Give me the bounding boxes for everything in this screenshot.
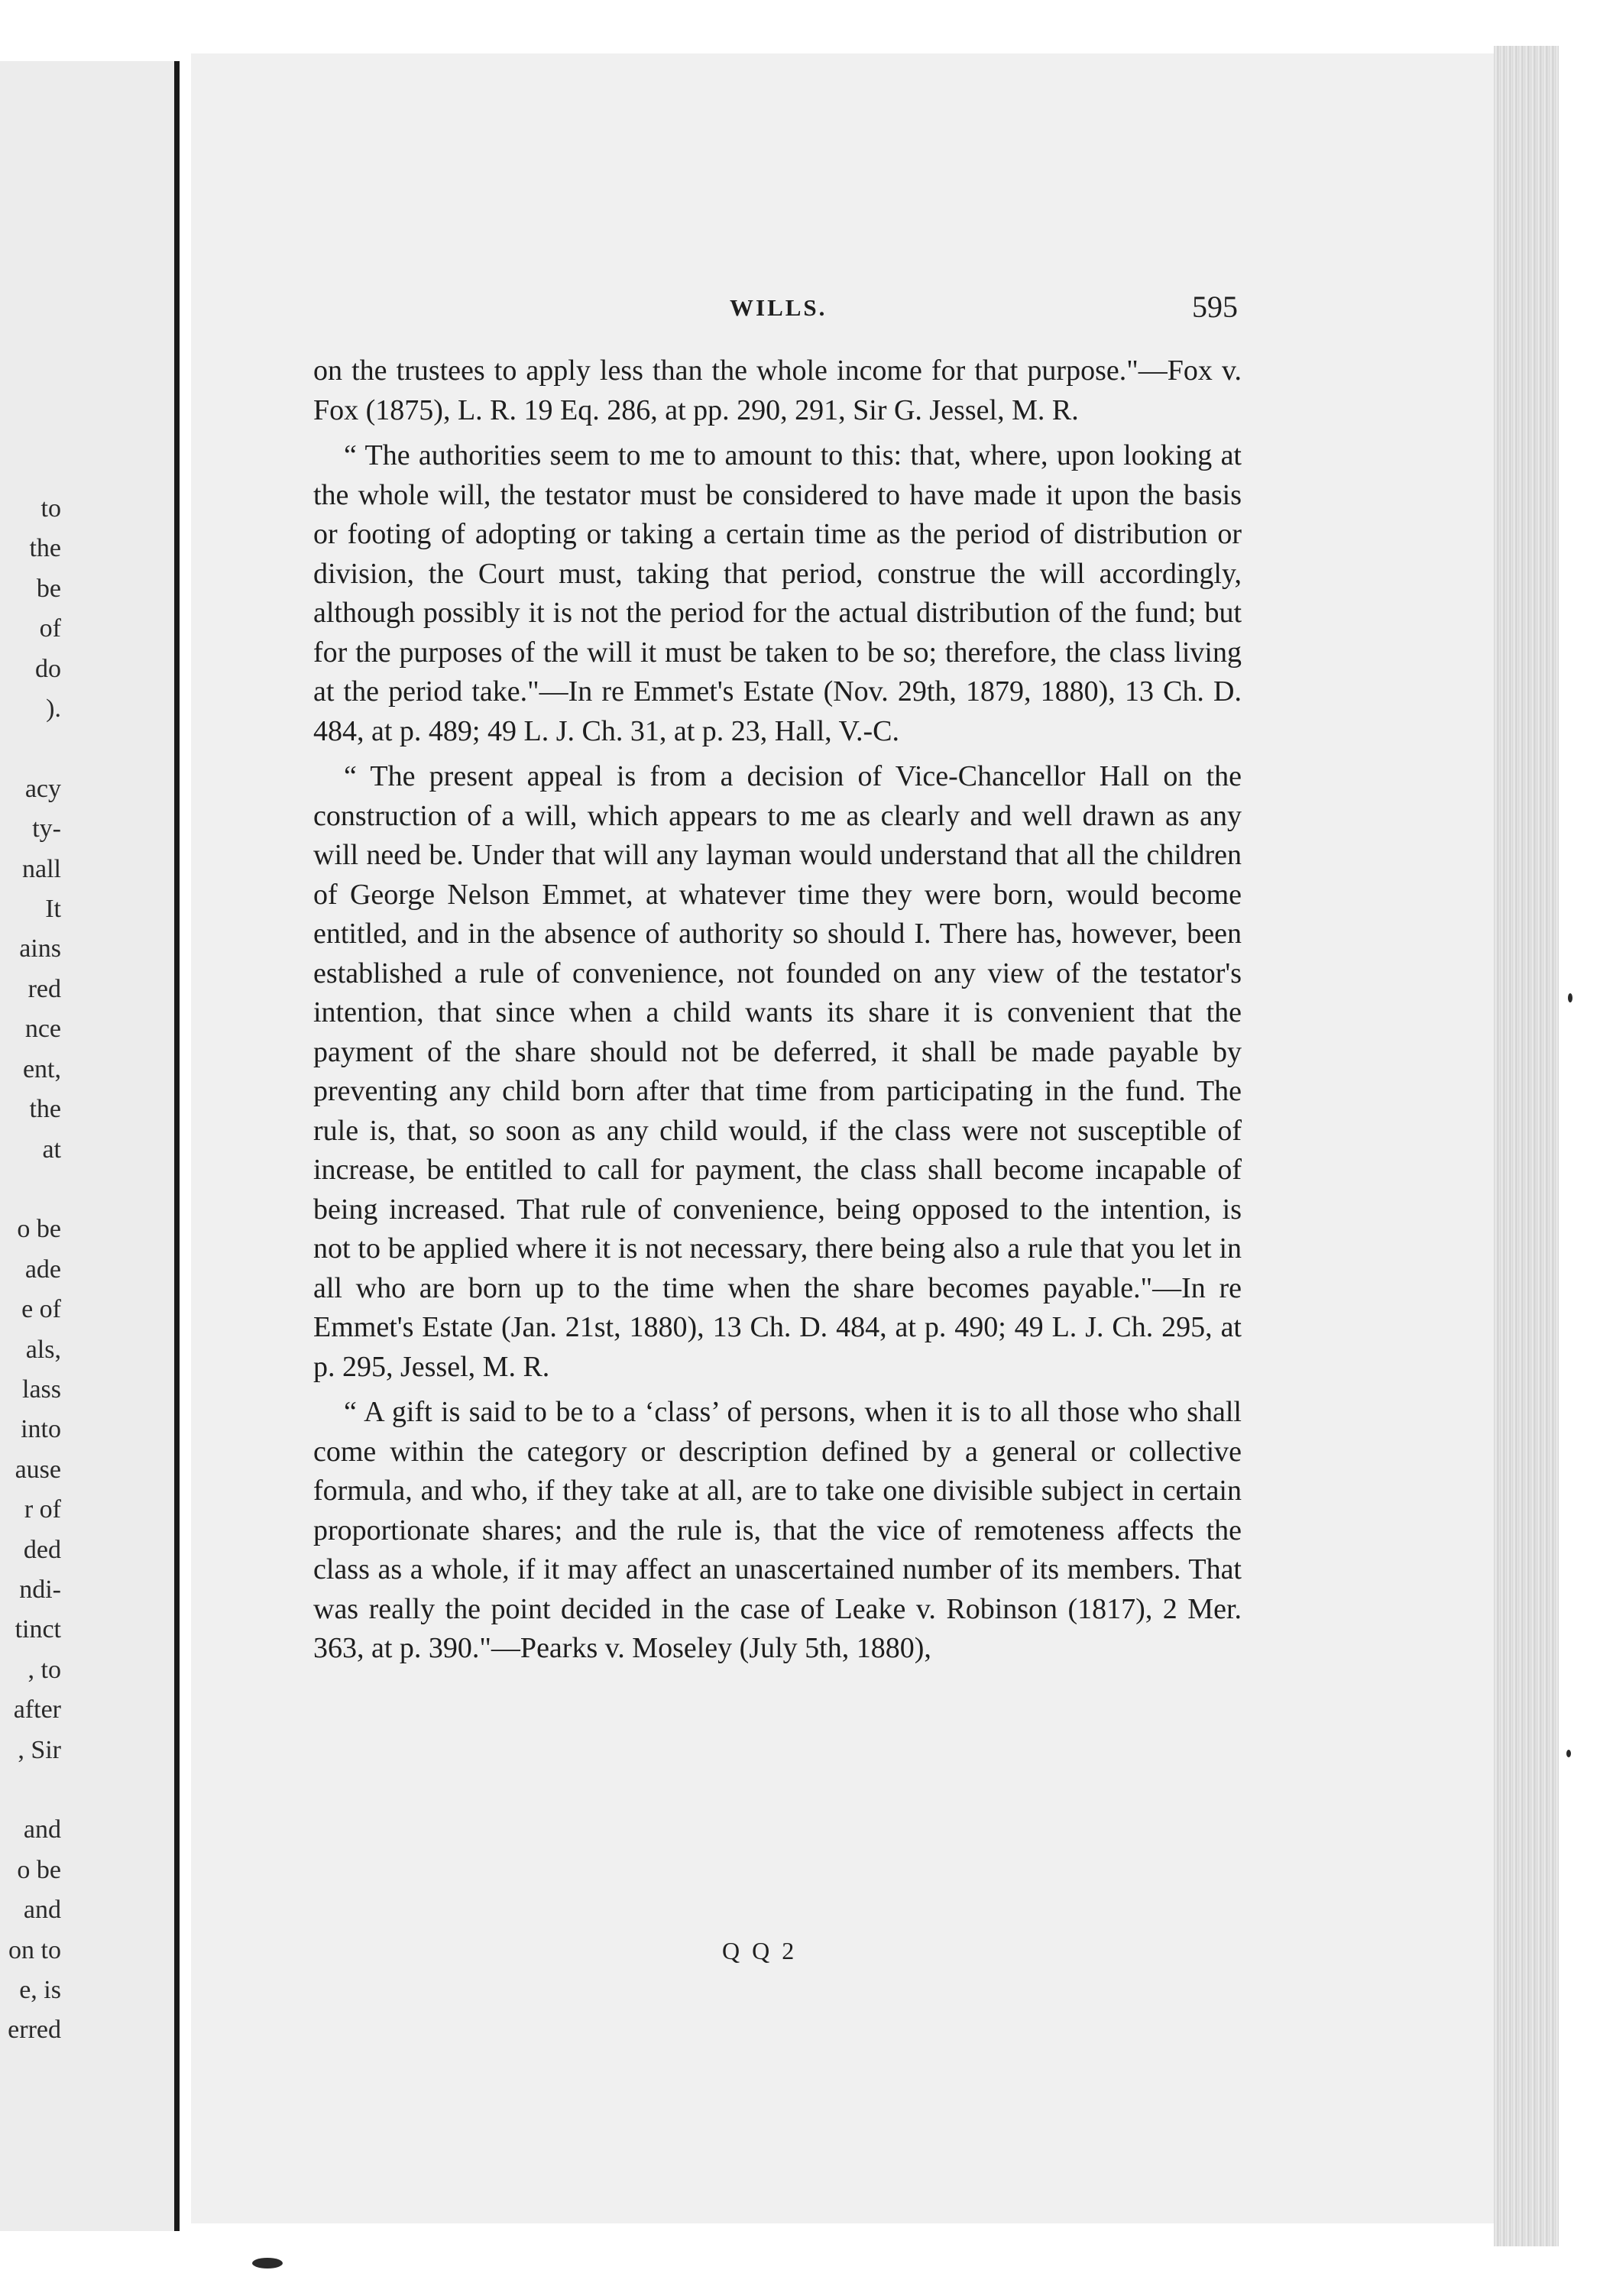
- scan-speck: [1568, 993, 1572, 1002]
- page-stack-edge: [1494, 46, 1559, 2246]
- signature-mark: Q Q 2: [722, 1937, 798, 1964]
- page-body: [313, 351, 1242, 1669]
- paragraph-class-gift: “ A gift is said to be to a ‘class’ of persons, when it is to all those who shall come within the category or description defined by a general or collective formula, and who, if they take at all, are to take one divisible subject in certain proportionate shares; and the rule is, that the vice of remoteness affects the class as a whole, if it may affect an unascertained number of its members. That was really the point decided in the case of Leake v. Robinson (1817), 2 Mer. 363, at p. 390."—Pearks v. Moseley (July 5th, 1880),: [313, 1396, 1242, 1664]
- paragraph-continuation: on the trustees to apply less than the whole income for that purpose."—Fox v. Fox (1875), L. R. 19 Eq. 286, at pp. 290, 291, Sir G. Jessel, M. R.: [313, 355, 1242, 426]
- scan-speck: [1566, 1750, 1571, 1757]
- left-facing-page: [0, 61, 174, 2231]
- paragraph-emmet-jessel: “ The present appeal is from a decision of Vice-Chancellor Hall on the construction of a will, which appears to me as clearly and well drawn as any will need be. Under that will any layman would understand that all the children of George Nelson Emmet, at whatever time they were born, would become entitled, and in the absence of authority so should I. There has, however, been established a rule of convenience, not founded on any view of the testator's intention, that since when a child wants its share it is convenient that the payment of the share should not be deferred, it shall be made payable by preventing any child born after that time from participating in the fund. The rule is, that, so soon as any child would, if the class were not susceptible of increase, be entitled to call for payment, the class shall become incapable of being increased. That rule of convenience, being opposed to the intention, is not to be applied where it is not necessary, there being also a rule that you let in all who are born up to the time when the share becomes payable."—In re Emmet's Estate (Jan. 21st, 1880), 13 Ch. D. 484, at p. 490; 49 L. J. Ch. 295, at p. 295, Jessel, M. R.: [313, 760, 1242, 1383]
- left-page-text-fragments: to the be of do ). acy ty- nall It ains red nce ent, the at o be ade e of als, lass into ause r of ded ndi- tinct , to after , Sir and o be and on to e, is erred: [8, 494, 61, 2045]
- page-gutter-line: [174, 61, 180, 2231]
- scan-speck: [252, 2258, 283, 2268]
- running-head: WILLS.: [730, 294, 828, 321]
- page-number: 595: [1192, 290, 1238, 324]
- paragraph-emmet-hall: “ The authorities seem to me to amount to this: that, where, upon looking at the whole will, the testator must be considered to have made it upon the basis or footing of adopting or taking a certain time as the period of distribution or division, the Court must, taking that period, construe the will accordingly, although possibly it is not the period for the actual distribution of the fund; but for the purposes of the will it must be taken to be so; therefore, the class living at the period take."—In re Emmet's Estate (Nov. 29th, 1879, 1880), 13 Ch. D. 484, at p. 489; 49 L. J. Ch. 31, at p. 23, Hall, V.-C.: [313, 439, 1242, 747]
